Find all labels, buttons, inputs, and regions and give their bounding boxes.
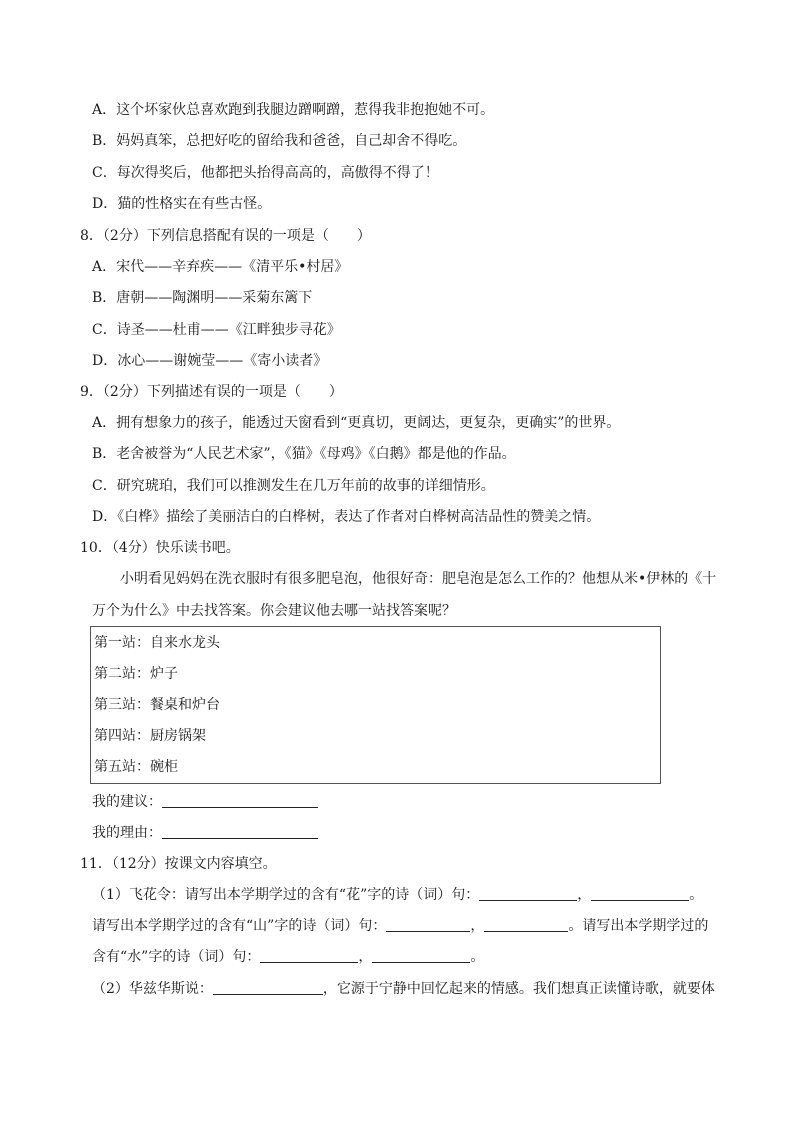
q11-p2-text-a: （2）华兹华斯说： (92, 981, 213, 997)
suggestion-blank[interactable] (162, 793, 318, 808)
q8-stem: 8．（2分）下列信息搭配有误的一项是（ ） (80, 228, 371, 244)
q10-paragraph-line2: 万个为什么》中去找答案。你会建议他去哪一站找答案呢？ (92, 603, 456, 619)
q11-p1-text-d: 含有“水”字的诗（词）句： (92, 949, 261, 965)
q9-option-c: C．研究琥珀，我们可以推测发生在几万年前的故事的详细情形。 (92, 478, 495, 494)
wordsworth-blank[interactable] (213, 980, 323, 995)
q7-option-a: A．这个坏家伙总喜欢跑到我腿边蹭啊蹭，惹得我非抱抱她不可。 (92, 102, 495, 118)
q10-stem: 10．（4分）快乐读书吧。 (80, 540, 240, 556)
water-blank-2[interactable] (372, 948, 470, 963)
stations-box (90, 626, 661, 784)
q9-option-b: B．老舍被誉为“人民艺术家”，《猫》《母鸡》《白鹅》都是他的作品。 (92, 446, 516, 462)
water-blank-1[interactable] (260, 948, 358, 963)
flower-blank-2[interactable] (591, 886, 689, 901)
comma: ， (577, 887, 592, 903)
suggestion-label: 我的建议： (92, 794, 162, 810)
q11-p1-text-c: 请写出本学期学过的 (582, 918, 709, 934)
q9-stem: 9．（2分）下列描述有误的一项是（ ） (80, 384, 343, 400)
mountain-blank-1[interactable] (386, 917, 470, 932)
q11-p2-text-b: ，它源于宁静中回忆起来的情感。我们想真正读懂诗歌，就要体 (322, 981, 715, 997)
comma: ， (358, 949, 373, 965)
q7-option-d: D．猫的性格实在有些古怪。 (92, 196, 272, 212)
suggestion-row (92, 792, 318, 812)
station-5: 第五站：碗柜 (94, 759, 178, 775)
q9-option-a: A．拥有想象力的孩子，能透过天窗看到“更真切，更阔达，更复杂，更确实”的世界。 (92, 415, 621, 431)
q11-stem: 11．（12分）按课文内容填空。 (80, 856, 277, 872)
q11-part2-line1 (92, 979, 715, 999)
reason-blank[interactable] (162, 824, 318, 839)
station-2: 第二站：炉子 (94, 666, 178, 682)
mountain-blank-2[interactable] (484, 917, 568, 932)
period: 。 (470, 949, 485, 965)
comma: ， (470, 918, 485, 934)
station-3: 第三站：餐桌和炉台 (94, 697, 220, 713)
q8-option-d: D．冰心——谢婉莹——《寄小读者》 (92, 353, 328, 369)
q11-p1-text-b: 请写出本学期学过的含有“山”字的诗（词）句： (92, 918, 387, 934)
station-4: 第四站：厨房锅架 (94, 728, 206, 744)
reason-label: 我的理由： (92, 825, 162, 841)
period: 。 (568, 918, 583, 934)
q8-option-c: C．诗圣——杜甫——《江畔独步寻花》 (92, 322, 341, 338)
period: 。 (689, 887, 704, 903)
reason-row (92, 823, 318, 843)
q7-option-c: C．每次得奖后，他都把头抬得高高的，高傲得不得了！ (92, 165, 439, 181)
q8-option-a: A．宋代——辛弃疾——《清平乐•村居》 (92, 259, 349, 275)
q9-option-d: D．《白桦》描绘了美丽洁白的白桦树，表达了作者对白桦树高洁品性的赞美之情。 (92, 509, 601, 525)
q8-option-b: B．唐朝——陶渊明——采菊东篱下 (92, 290, 313, 306)
q11-part1-line1 (92, 885, 703, 905)
q7-option-b: B．妈妈真笨，总把好吃的留给我和爸爸，自己却舍不得吃。 (92, 133, 467, 149)
flower-blank-1[interactable] (479, 886, 577, 901)
q11-p1-text-a: （1）飞花令：请写出本学期学过的含有“花”字的诗（词）句： (92, 887, 480, 903)
q11-part1-line2 (92, 916, 708, 936)
q10-paragraph-line1: 小明看见妈妈在洗衣服时有很多肥皂泡，他很好奇：肥皂泡是怎么工作的？他想从米•伊林的《十 (120, 571, 717, 587)
q11-part1-line3 (92, 947, 484, 967)
station-1: 第一站：自来水龙头 (94, 635, 220, 651)
